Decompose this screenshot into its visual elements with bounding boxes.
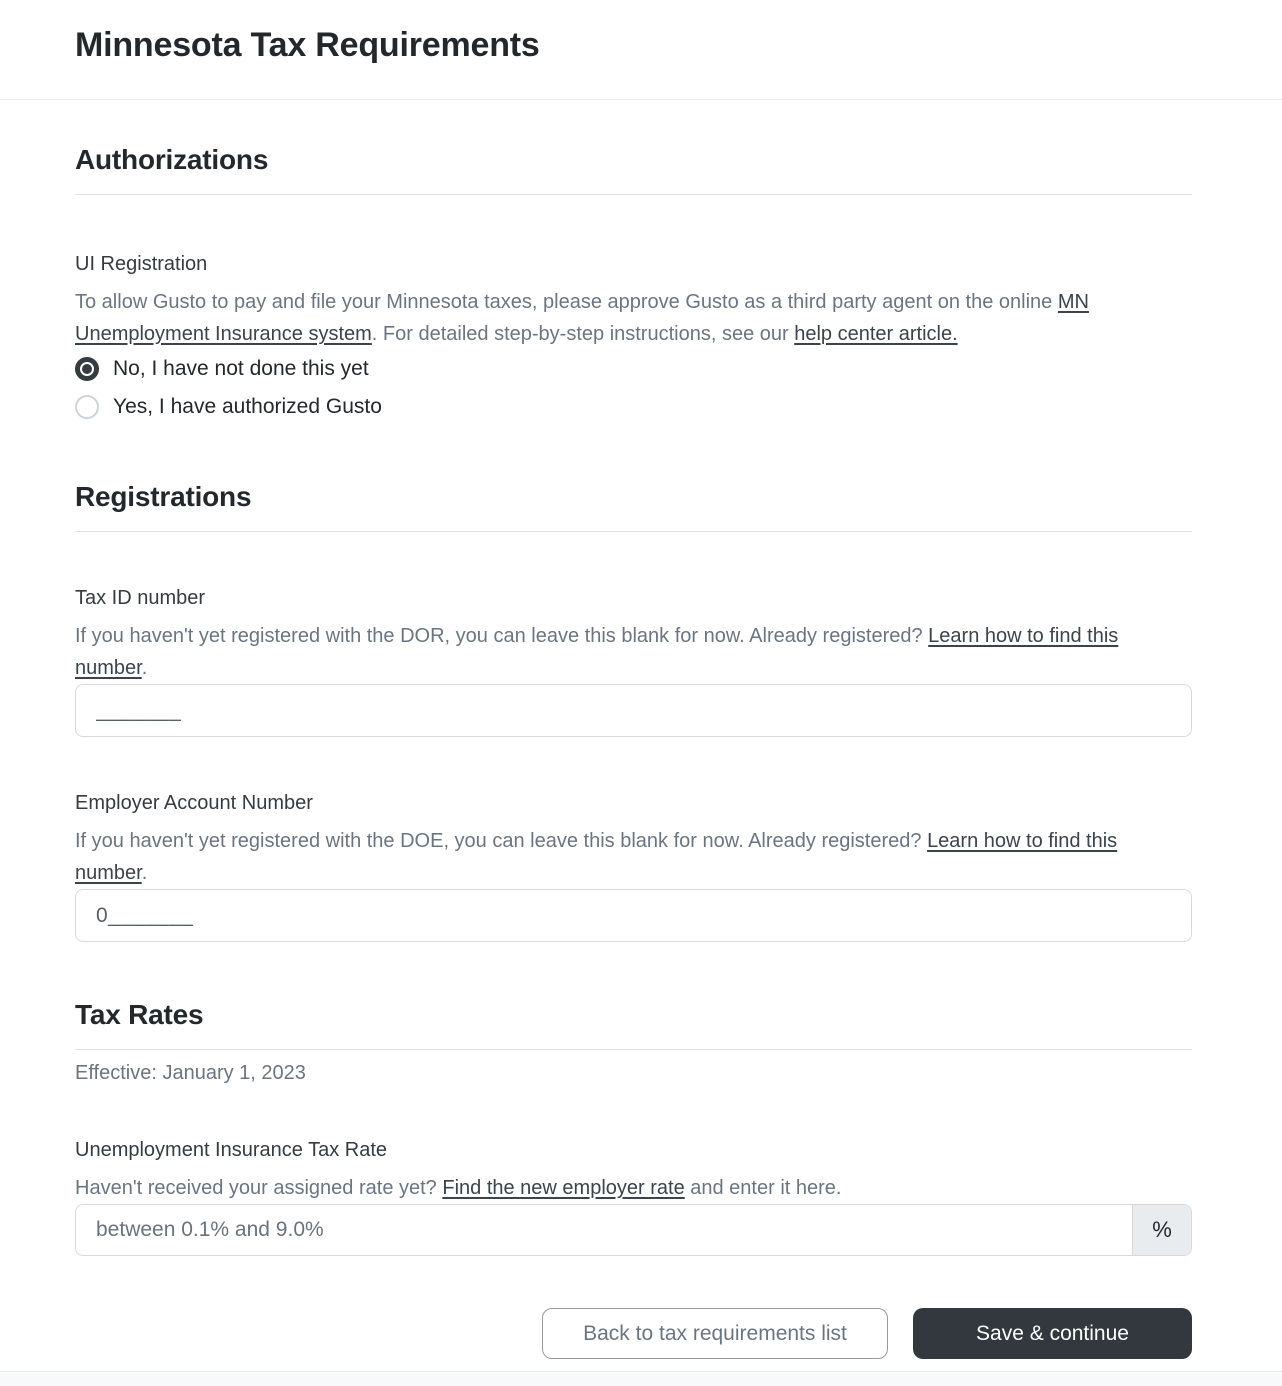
tax-id-learn-link[interactable]: Learn how to find this number [75,625,1119,679]
help-text: and enter it here. [684,1177,842,1199]
save-continue-button[interactable]: Save & continue [913,1308,1192,1359]
page-title: Minnesota Tax Requirements [75,26,540,64]
help-text: If you haven't yet registered with the DOE, you can leave this blank for now. Already registered? [75,830,928,852]
radio-selected-icon[interactable] [75,357,99,381]
radio-option-yes-label: Yes, I have authorized Gusto [113,395,382,418]
help-text: . [141,657,148,679]
ui-tax-rate-label: Unemployment Insurance Tax Rate [75,1139,388,1161]
radio-unselected-icon[interactable] [75,395,99,419]
effective-date: Effective: January 1, 2023 [75,1062,306,1084]
help-text: Haven't received your assigned rate yet? [75,1177,443,1199]
help-center-article-link[interactable]: help center article. [794,323,958,345]
ui-registration-label: UI Registration [75,253,208,275]
section-divider [75,194,1192,195]
page-header [0,0,1282,100]
help-text: If you haven't yet registered with the DOR, you can leave this blank for now. Already registered? [75,625,929,647]
percent-suffix: % [1132,1205,1191,1255]
description-text: To allow Gusto to pay and file your Minnesota taxes, please approve Gusto as a third party agent on the online [75,291,1058,313]
ui-tax-rate-help [75,1172,1192,1204]
ui-registration-radio-group [75,350,1192,426]
description-text: . For detailed step-by-step instructions, see our [371,323,795,345]
form-content [75,143,1192,1359]
employer-account-help [75,825,1192,889]
tax-id-help [75,620,1192,684]
find-employer-rate-link[interactable]: Find the new employer rate [442,1177,685,1199]
authorizations-heading: Authorizations [75,144,269,175]
employer-account-learn-link[interactable]: Learn how to find this number [75,830,1118,884]
ui-tax-rate-input[interactable] [76,1205,1132,1255]
section-divider [75,531,1192,532]
back-button[interactable]: Back to tax requirements list [542,1308,888,1359]
mn-unemployment-insurance-link[interactable]: MN Unemployment Insurance system [75,291,1089,345]
employer-account-input[interactable] [75,889,1192,942]
radio-option-no-label: No, I have not done this yet [113,357,369,380]
tax-rates-heading: Tax Rates [75,999,204,1030]
tax-id-input[interactable] [75,684,1192,737]
ui-registration-description [75,286,1192,350]
registrations-heading: Registrations [75,481,252,512]
employer-account-label: Employer Account Number [75,792,313,814]
footer-actions [75,1308,1192,1359]
ui-tax-rate-field [75,1204,1192,1256]
section-divider [75,1049,1192,1050]
help-text: . [141,862,148,884]
radio-option-no[interactable] [75,350,1192,388]
radio-option-yes[interactable] [75,388,1192,426]
tax-id-label: Tax ID number [75,587,206,609]
